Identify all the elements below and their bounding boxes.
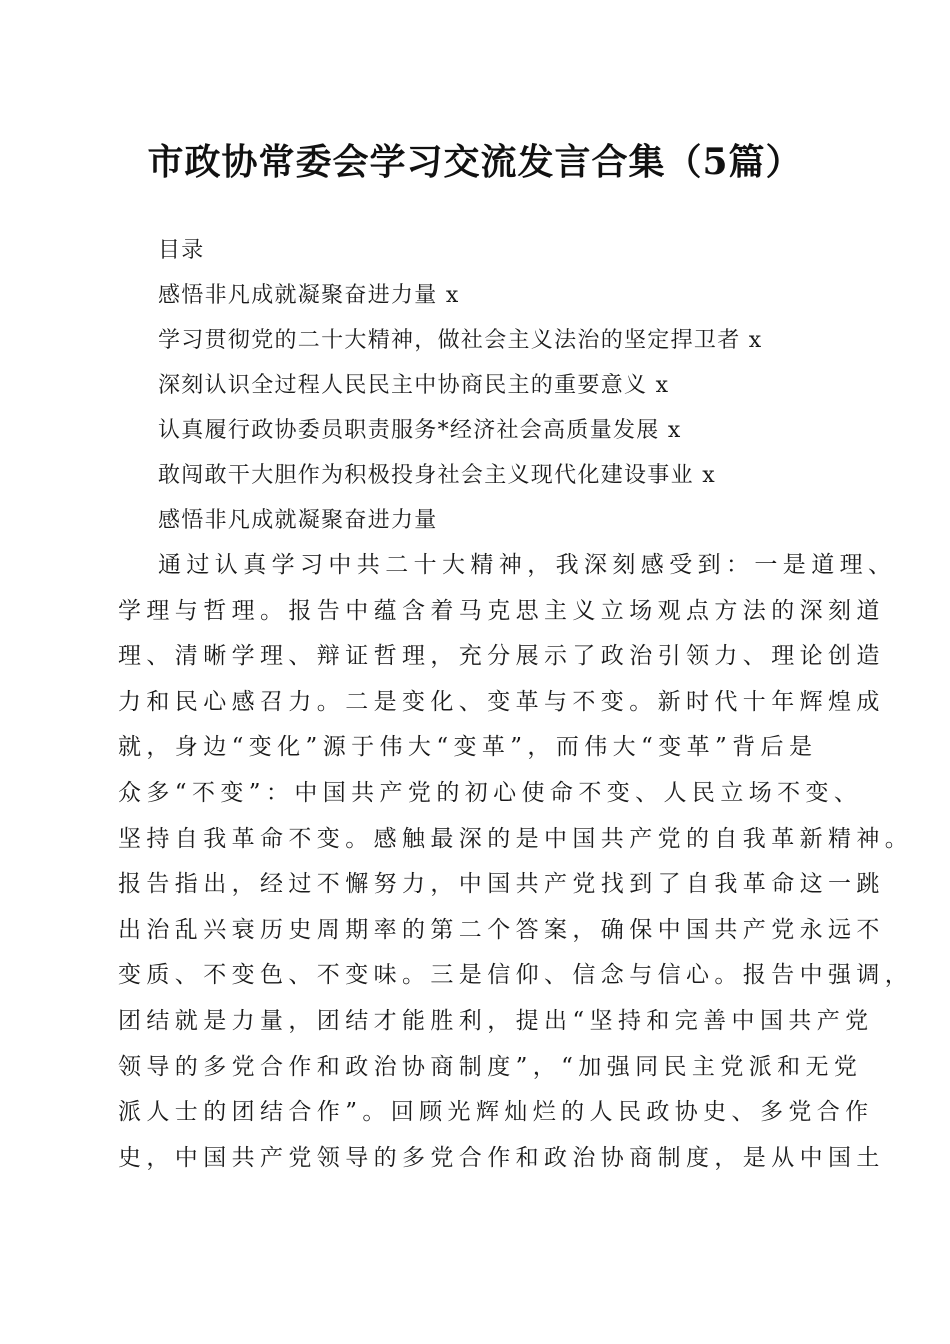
paragraph-line: 派人士的团结合作”。回顾光辉灿烂的人民政协史、多党合作 [118,1099,874,1126]
toc-entry: 学习贯彻党的二十大精神，做社会主义法治的坚定捍卫者 x [158,328,763,353]
paragraph-line: 领导的多党合作和政治协商制度”，“加强同民主党派和无党 [118,1053,863,1080]
paragraph-line: 出治乱兴衰历史周期率的第二个答案，确保中国共产党永远不 [118,916,885,943]
paragraph-line: 就，身边“变化”源于伟大“变革”，而伟大“变革”背后是 [118,734,818,761]
toc-heading: 目录 [158,238,205,263]
paragraph-line: 众多“不变”：中国共产党的初心使命不变、人民立场不变、 [118,779,863,806]
body-paragraph [118,543,914,1181]
toc-entry: 敢闯敢干大胆作为积极投身社会主义现代化建设事业 x [158,463,716,488]
document-title: 市政协常委会学习交流发言合集（5篇） [147,141,803,183]
paragraph-line: 理、清晰学理、辩证哲理，充分展示了政治引领力、理论创造 [118,643,885,670]
toc-entry: 认真履行政协委员职责服务*经济社会高质量发展 x [158,418,682,443]
table-of-contents [158,228,858,543]
paragraph-line: 团结就是力量，团结才能胜利，提出“坚持和完善中国共产党 [118,1007,874,1034]
paragraph-line: 学理与哲理。报告中蕴含着马克思主义立场观点方法的深刻道 [118,597,885,624]
paragraph-line: 报告指出，经过不懈努力，中国共产党找到了自我革命这一跳 [118,871,885,898]
toc-entry: 感悟非凡成就凝聚奋进力量 x [158,283,460,308]
paragraph-line: 力和民心感召力。二是变化、变革与不变。新时代十年辉煌成 [118,688,885,715]
paragraph-line: 史，中国共产党领导的多党合作和政治协商制度，是从中国土 [118,1144,885,1171]
paragraph-line: 通过认真学习中共二十大精神，我深刻感受到：一是道理、 [158,552,897,578]
paragraph-line: 变质、不变色、不变味。三是信仰、信念与信心。报告中强调， [118,962,914,989]
toc-entry: 深刻认识全过程人民民主中协商民主的重要意义 x [158,373,670,398]
paragraph-line: 坚持自我革命不变。感触最深的是中国共产党的自我革新精神。 [118,825,914,852]
section-heading: 感悟非凡成就凝聚奋进力量 [158,508,438,533]
